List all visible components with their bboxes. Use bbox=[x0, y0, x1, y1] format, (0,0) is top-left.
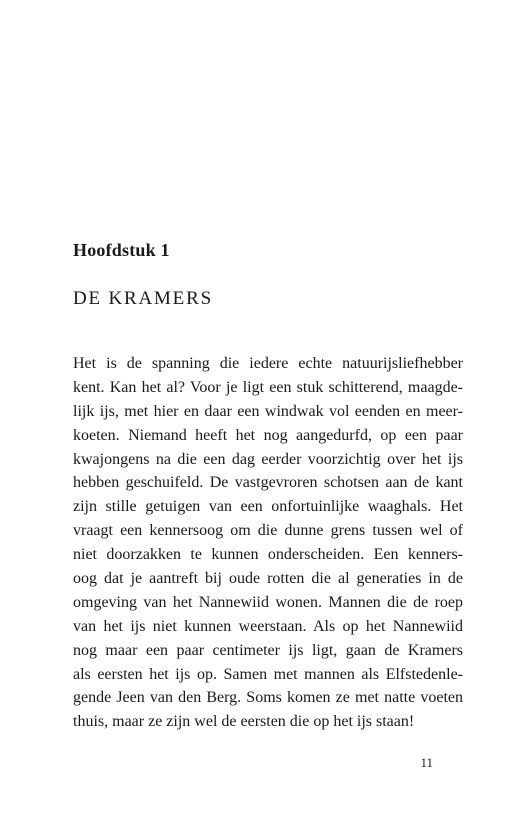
body-line: gende Jeen van den Berg. Soms komen ze met natte voeten bbox=[73, 689, 463, 707]
body-line: kent. Kan het al? Voor je ligt een stuk schitterend, maagde- bbox=[73, 378, 463, 396]
body-line: lijk ijs, met hier en daar een windwak vol eenden en meer- bbox=[73, 402, 463, 420]
body-line: nog maar een paar centimeter ijs ligt, gaan de Kramers bbox=[73, 641, 463, 659]
body-line: zijn stille getuigen van een onfortuinlijke waaghals. Het bbox=[73, 498, 463, 516]
body-line: niet doorzakken te kunnen onderscheiden. Een kenners- bbox=[73, 546, 463, 564]
body-line: hebben geschuifeld. De vastgevroren schotsen aan de kant bbox=[73, 474, 463, 492]
page-number: 11 bbox=[420, 755, 433, 770]
body-line: oog dat je aantreft bij oude rotten die al generaties in de bbox=[73, 570, 463, 588]
body-line: omgeving van het Nannewiid wonen. Mannen die de roep bbox=[73, 593, 463, 611]
body-line: thuis, maar ze zijn wel de eersten die op het ijs staan! bbox=[73, 713, 415, 731]
body-line: kwajongens na die een dag eerder voorzichtig over het ijs bbox=[73, 450, 463, 468]
body-line: als eersten het ijs op. Samen met mannen als Elfstedenle- bbox=[73, 665, 463, 683]
body-line: koeten. Niemand heeft het nog aangedurfd, op een paar bbox=[73, 426, 463, 444]
body-text bbox=[73, 352, 463, 734]
chapter-label: Hoofdstuk 1 bbox=[73, 240, 170, 260]
body-line: vraagt een kennersoog om die dunne grens tussen wel of bbox=[73, 522, 463, 540]
chapter-title: DE KRAMERS bbox=[73, 288, 213, 309]
body-line: van het ijs niet kunnen weerstaan. Als op het Nannewiid bbox=[73, 617, 463, 635]
body-line: Het is de spanning die iedere echte natuurijsliefhebber bbox=[73, 355, 463, 372]
